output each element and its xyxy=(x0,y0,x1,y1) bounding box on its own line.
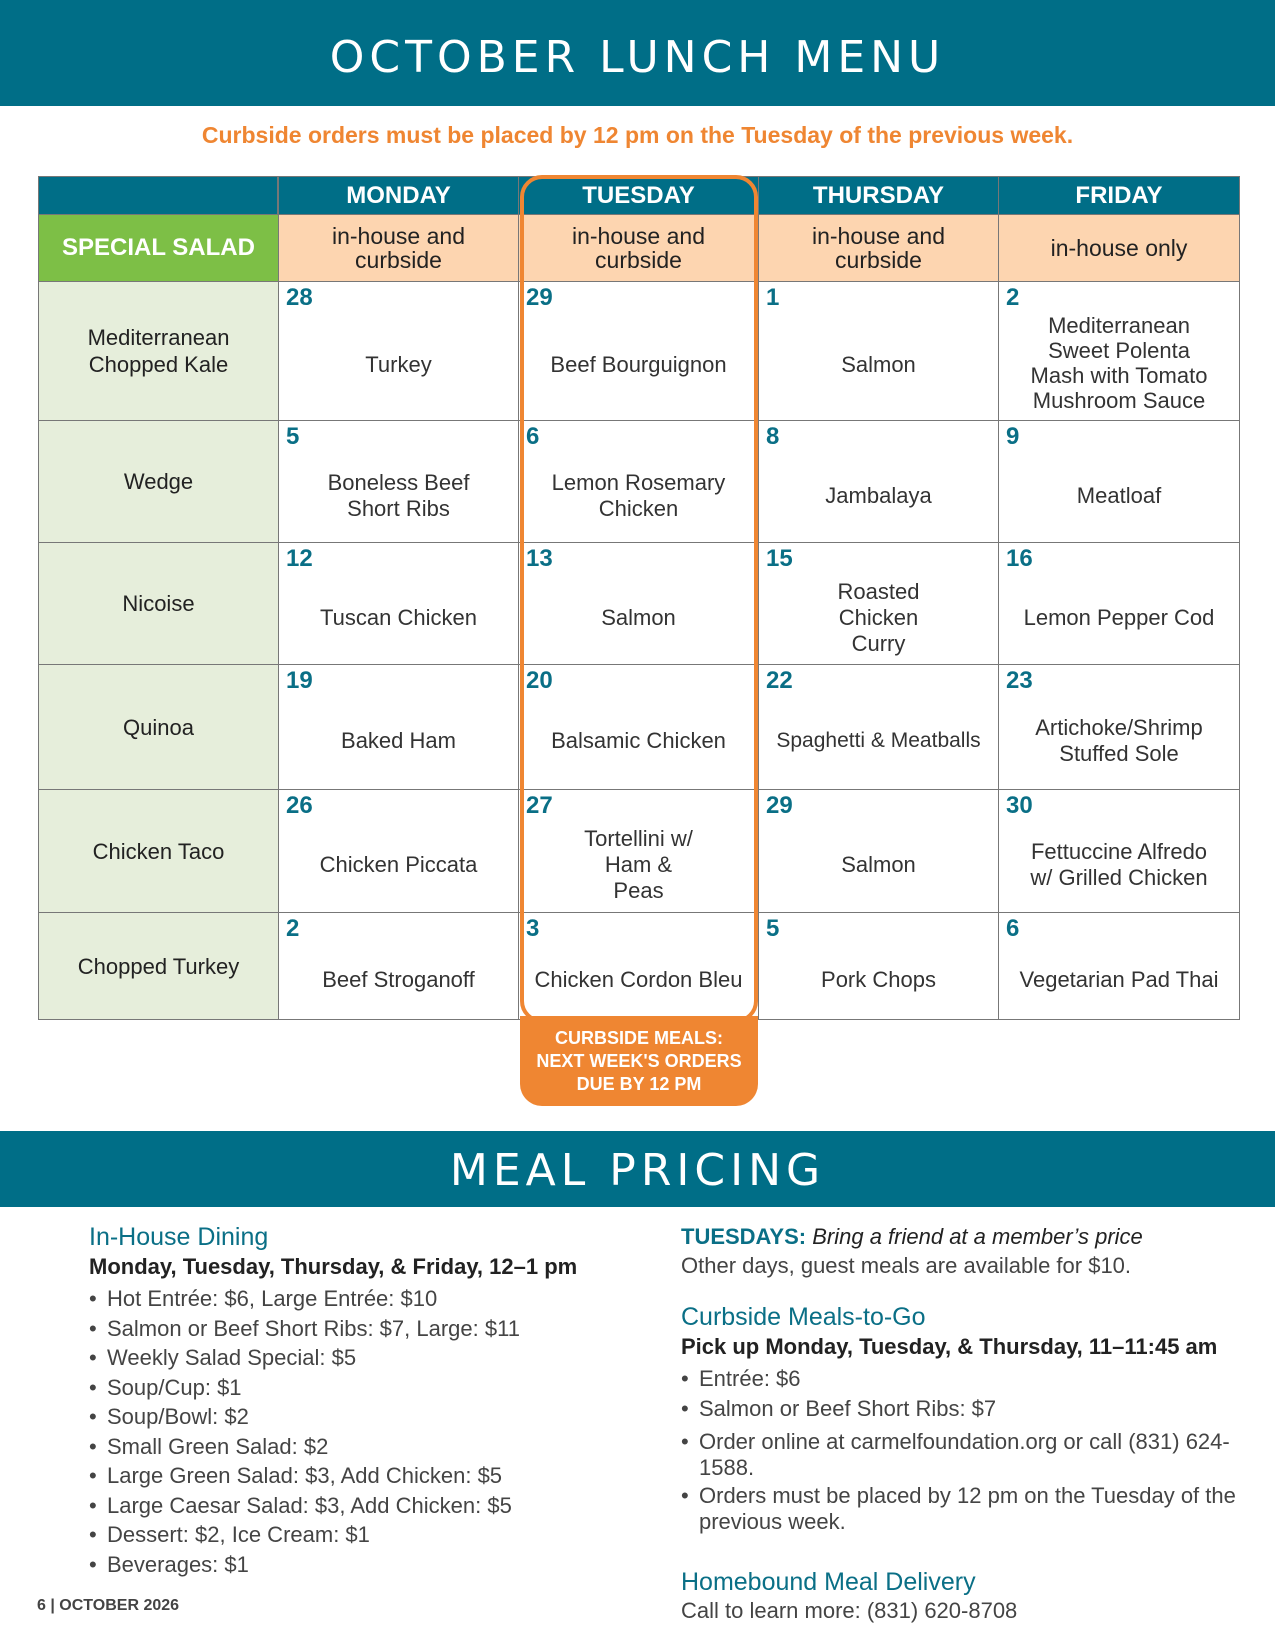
homebound-phone: Call to learn more: (831) 620-8708 xyxy=(681,1598,1018,1623)
day-header-friday: FRIDAY xyxy=(998,176,1240,215)
tuesdays-offer: Bring a friend at a member’s price xyxy=(812,1224,1143,1249)
date-number: 12 xyxy=(286,545,313,572)
salad-week-2: Wedge xyxy=(38,420,279,543)
day-header-monday: MONDAY xyxy=(278,176,519,215)
menu-cell xyxy=(758,281,999,421)
date-number: 20 xyxy=(526,667,553,694)
page-footer xyxy=(37,1597,179,1615)
salad-week-4: Quinoa xyxy=(38,664,279,790)
meal-name: Turkey xyxy=(365,352,432,377)
meal-name: Baked Ham xyxy=(341,728,456,753)
salad-week-6: Chopped Turkey xyxy=(38,912,279,1020)
list-item: • Order online at carmelfoundation.org or call (831) 624-1588. xyxy=(681,1429,1241,1481)
meal-name: Lemon Pepper Cod xyxy=(1023,604,1215,630)
pricing-title-banner xyxy=(0,1131,1275,1207)
date-number: 6 xyxy=(526,423,540,450)
menu-cell xyxy=(518,281,759,421)
pricing-right-column xyxy=(681,1222,1241,1625)
tuesday-guest-offer xyxy=(681,1222,1241,1252)
list-item: • Weekly Salad Special: $5 xyxy=(89,1343,649,1373)
guest-meal-note: Other days, guest meals are available for $10. xyxy=(681,1253,1132,1278)
date-number: 30 xyxy=(1006,792,1033,819)
meal-name: Chicken Piccata xyxy=(319,852,478,877)
meal-name: Roasted Chicken Curry xyxy=(837,578,920,656)
meal-name: Salmon xyxy=(841,852,916,877)
menu-cell xyxy=(278,420,519,543)
menu-cell xyxy=(758,542,999,665)
meal-name: Artichoke/Shrimp Stuffed Sole xyxy=(1035,715,1203,766)
date-number: 13 xyxy=(526,545,553,572)
date-number: 26 xyxy=(286,792,313,819)
availability-tuesday: in-house and curbside xyxy=(518,214,759,282)
issue-date: OCTOBER 2026 xyxy=(59,1597,180,1614)
menu-cell xyxy=(998,542,1240,665)
special-salad-header: SPECIAL SALAD xyxy=(38,214,279,282)
pricing-title: MEAL PRICING xyxy=(449,1145,826,1196)
availability-thursday: in-house and curbside xyxy=(758,214,999,282)
curbside-price-list xyxy=(681,1364,1241,1423)
menu-cell xyxy=(998,281,1240,421)
curbside-notes-list xyxy=(681,1429,1241,1535)
menu-cell xyxy=(998,420,1240,543)
menu-cell xyxy=(758,664,999,790)
in-house-price-list xyxy=(89,1284,649,1579)
menu-title-banner xyxy=(0,0,1275,106)
menu-cell xyxy=(758,789,999,913)
meal-name: Salmon xyxy=(601,604,676,630)
meal-name: Spaghetti & Meatballs xyxy=(776,729,981,752)
meal-name: Salmon xyxy=(841,352,916,377)
list-item: • Small Green Salad: $2 xyxy=(89,1432,649,1462)
homebound-title: Homebound Meal Delivery xyxy=(681,1568,976,1596)
in-house-dining-section xyxy=(89,1222,649,1579)
menu-cell xyxy=(758,420,999,543)
meal-name: Vegetarian Pad Thai xyxy=(1019,967,1219,992)
meal-name: Beef Stroganoff xyxy=(322,967,475,992)
list-item: • Salmon or Beef Short Ribs: $7 xyxy=(681,1394,1241,1424)
meal-name: Chicken Cordon Bleu xyxy=(534,967,743,992)
date-number: 2 xyxy=(1006,284,1020,311)
menu-cell xyxy=(278,542,519,665)
list-item: • Dessert: $2, Ice Cream: $1 xyxy=(89,1520,649,1550)
day-header-tuesday: TUESDAY xyxy=(518,176,759,215)
meal-name: Beef Bourguignon xyxy=(550,352,727,377)
availability-monday: in-house and curbside xyxy=(278,214,519,282)
curbside-deadline-tab xyxy=(520,1016,758,1106)
meal-name: Boneless Beef Short Ribs xyxy=(327,469,470,521)
meal-name: Lemon Rosemary Chicken xyxy=(551,469,726,521)
menu-cell xyxy=(758,912,999,1020)
curbside-tab-line-1: CURBSIDE MEALS: xyxy=(554,1027,723,1048)
menu-cell xyxy=(998,912,1240,1020)
menu-cell xyxy=(518,664,759,790)
in-house-title: In-House Dining xyxy=(89,1223,269,1251)
tuesdays-label: TUESDAYS: xyxy=(681,1224,807,1249)
menu-cell xyxy=(518,789,759,913)
menu-grid xyxy=(38,176,1240,1020)
in-house-hours: Monday, Tuesday, Thursday, & Friday, 12–1 pm xyxy=(89,1254,578,1279)
menu-cell xyxy=(278,789,519,913)
list-item: • Large Green Salad: $3, Add Chicken: $5 xyxy=(89,1461,649,1491)
curbside-hours: Pick up Monday, Tuesday, & Thursday, 11–11:45 am xyxy=(681,1334,1218,1359)
list-item: • Entrée: $6 xyxy=(681,1364,1241,1394)
grid-corner xyxy=(38,176,278,215)
date-number: 5 xyxy=(766,915,780,942)
salad-week-1: Mediterranean Chopped Kale xyxy=(38,281,279,421)
menu-cell xyxy=(998,789,1240,913)
salad-week-5: Chicken Taco xyxy=(38,789,279,913)
date-number: 29 xyxy=(526,284,553,311)
page-number: 6 xyxy=(37,1597,46,1614)
meal-name: Balsamic Chicken xyxy=(551,728,726,753)
curbside-notice: Curbside orders must be placed by 12 pm on the Tuesday of the previous week. xyxy=(201,122,1074,148)
meal-name: Pork Chops xyxy=(821,967,936,992)
menu-cell xyxy=(518,420,759,543)
date-number: 6 xyxy=(1006,915,1020,942)
date-number: 16 xyxy=(1006,545,1033,572)
curbside-title: Curbside Meals-to-Go xyxy=(681,1303,926,1331)
date-number: 5 xyxy=(286,423,300,450)
footer-divider: | xyxy=(50,1597,60,1614)
menu-cell xyxy=(518,542,759,665)
meal-name: Meatloaf xyxy=(1076,482,1162,508)
menu-cell xyxy=(278,664,519,790)
date-number: 3 xyxy=(526,915,540,942)
day-header-thursday: THURSDAY xyxy=(758,176,999,215)
list-item: • Soup/Cup: $1 xyxy=(89,1373,649,1403)
date-number: 29 xyxy=(766,792,793,819)
list-item: • Orders must be placed by 12 pm on the Tuesday of the previous week. xyxy=(681,1483,1241,1535)
date-number: 23 xyxy=(1006,667,1033,694)
date-number: 8 xyxy=(766,423,780,450)
meal-name: Tuscan Chicken xyxy=(320,604,477,630)
list-item: • Salmon or Beef Short Ribs: $7, Large: $11 xyxy=(89,1314,649,1344)
date-number: 2 xyxy=(286,915,300,942)
date-number: 1 xyxy=(766,284,780,311)
list-item: • Beverages: $1 xyxy=(89,1550,649,1580)
date-number: 22 xyxy=(766,667,793,694)
list-item: • Soup/Bowl: $2 xyxy=(89,1402,649,1432)
list-item: • Hot Entrée: $6, Large Entrée: $10 xyxy=(89,1284,649,1314)
list-item: • Large Caesar Salad: $3, Add Chicken: $5 xyxy=(89,1491,649,1521)
meal-name: Mediterranean Sweet Polenta Mash with Tomato Mushroom Sauce xyxy=(1030,313,1208,413)
date-number: 27 xyxy=(526,792,553,819)
date-number: 19 xyxy=(286,667,313,694)
date-number: 9 xyxy=(1006,423,1020,450)
meal-name: Jambalaya xyxy=(825,482,932,508)
date-number: 28 xyxy=(286,284,313,311)
date-number: 15 xyxy=(766,545,793,572)
meal-name: Tortellini w/ Ham & Peas xyxy=(584,826,693,903)
menu-cell xyxy=(278,912,519,1020)
curbside-tab-line-3: DUE BY 12 PM xyxy=(576,1073,702,1094)
availability-friday: in-house only xyxy=(998,214,1240,282)
menu-cell xyxy=(518,912,759,1020)
menu-cell xyxy=(278,281,519,421)
meal-name: Fettuccine Alfredo w/ Grilled Chicken xyxy=(1030,839,1208,890)
menu-title: OCTOBER LUNCH MENU xyxy=(329,32,946,83)
curbside-tab-line-2: NEXT WEEK'S ORDERS xyxy=(536,1050,742,1071)
salad-week-3: Nicoise xyxy=(38,542,279,665)
menu-cell xyxy=(998,664,1240,790)
